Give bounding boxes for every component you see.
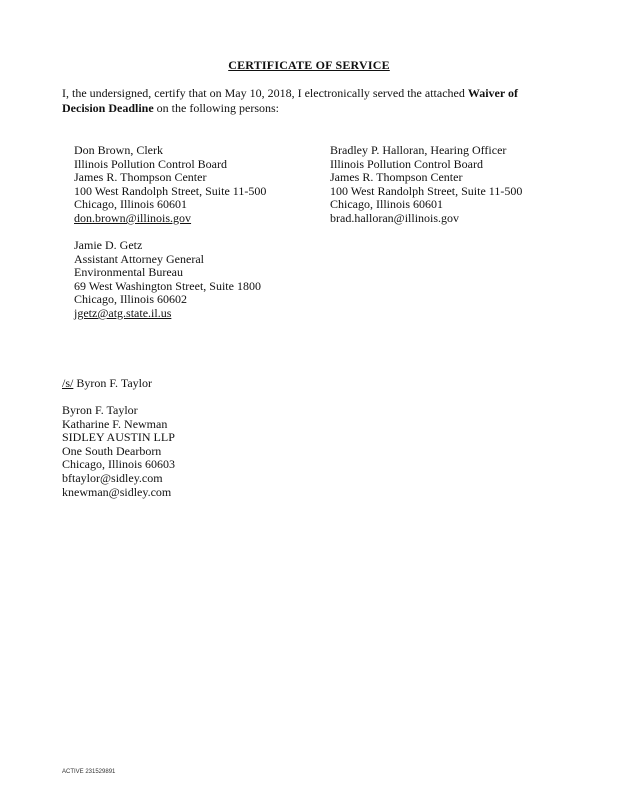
recipient-block-attorney-general [74,239,261,321]
recipient-city: Chicago, Illinois 60601 [74,197,187,212]
signer-email-2: knewman@sidley.com [62,484,172,499]
signature-name: Byron F. Taylor [73,376,152,390]
signature-mark: /s/ [62,376,74,390]
signer-city: Chicago, Illinois 60603 [62,457,175,472]
intro-text-before: I, the undersigned, certify that on May 10, 2018, I electronically served the attached [62,86,468,100]
document-title: CERTIFICATE OF SERVICE [228,58,390,72]
signer-firm: SIDLEY AUSTIN LLP [62,430,175,445]
recipient-name: Jamie D. Getz [74,238,143,252]
recipient-street: 100 West Randolph Street, Suite 11-500 [330,183,523,198]
recipient-block-clerk [74,144,266,226]
signer-street: One South Dearborn [62,443,162,458]
recipient-email-link[interactable]: don.brown@illinois.gov [74,210,192,225]
recipient-org: Illinois Pollution Control Board [330,156,484,171]
signer-block [62,404,175,499]
signer-email: bftaylor@sidley.com [62,470,163,485]
recipient-building: James R. Thompson Center [74,170,207,185]
recipient-street: 100 West Randolph Street, Suite 11-500 [74,183,267,198]
recipient-org: Illinois Pollution Control Board [74,156,228,171]
electronic-signature [62,376,152,391]
recipient-title: Assistant Attorney General [74,251,204,266]
recipient-bureau: Environmental Bureau [74,265,183,280]
recipient-building: James R. Thompson Center [330,170,463,185]
recipient-city: Chicago, Illinois 60602 [74,292,187,307]
recipient-name: Don Brown, Clerk [74,143,163,157]
document-footer-id: ACTIVE 231529891 [62,769,116,775]
recipient-street: 69 West Washington Street, Suite 1800 [74,278,261,293]
recipient-email-link[interactable]: jgetz@atg.state.il.us [74,305,172,320]
recipient-name: Bradley P. Halloran, Hearing Officer [330,143,507,157]
intro-text-after: on the following persons: [153,101,279,115]
signer-name-2: Katharine F. Newman [62,416,168,431]
intro-document-name: Waiver of Decision Deadline [62,86,518,115]
recipient-email: brad.halloran@illinois.gov [330,210,460,225]
signer-name: Byron F. Taylor [62,403,138,417]
recipient-block-hearing-officer [330,144,522,226]
recipient-city: Chicago, Illinois 60601 [330,197,443,212]
intro-paragraph [62,86,542,116]
